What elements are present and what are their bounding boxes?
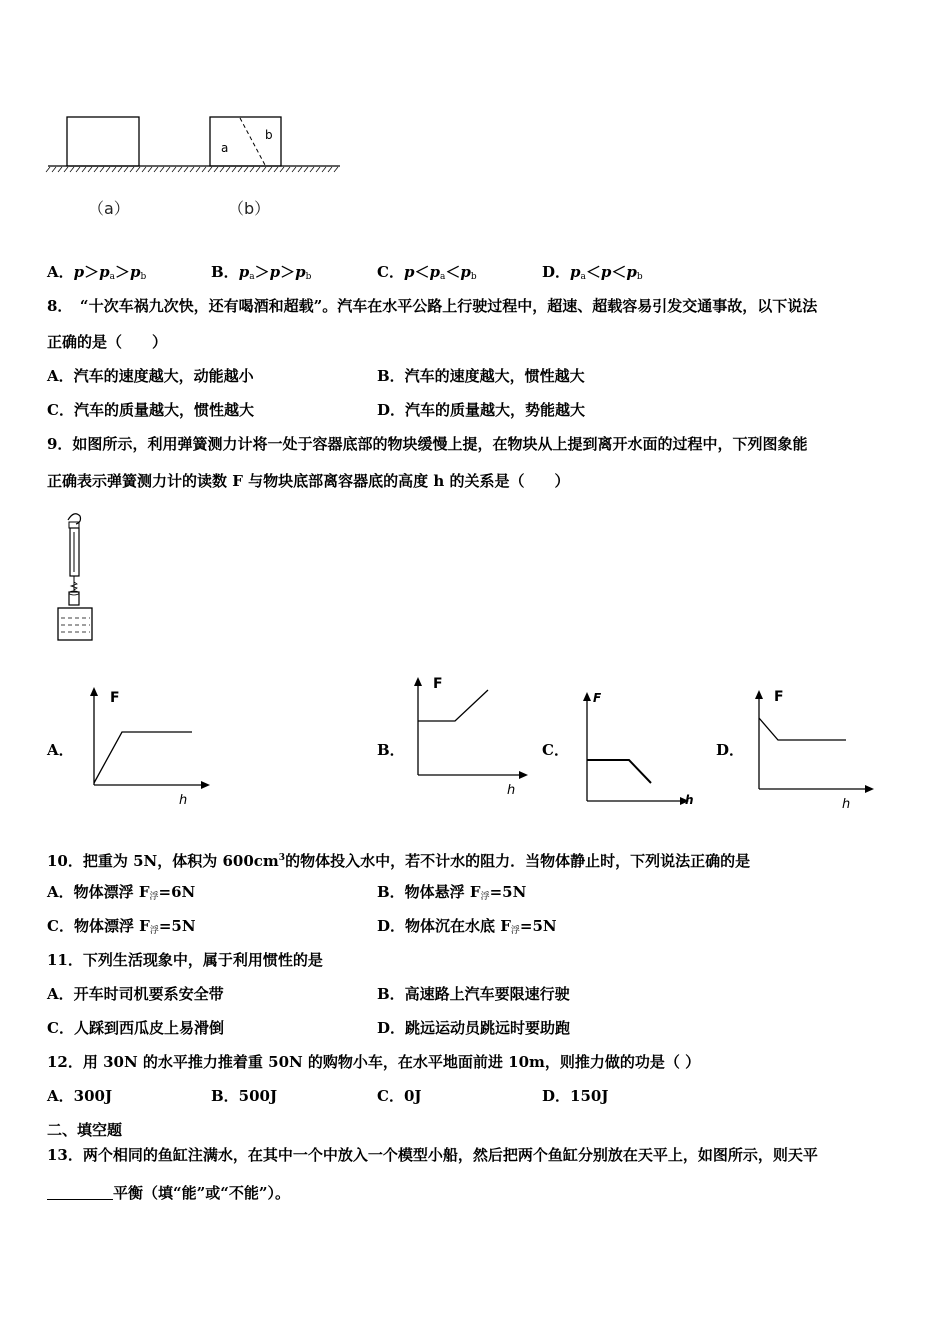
svg-text:F: F [433, 676, 443, 692]
q11-stem: 11．下列生活现象中，属于利用惯性的是 [47, 951, 323, 969]
q13-stem-line1: 13．两个相同的鱼缸注满水，在其中一个中放入一个模型小船，然后把两个鱼缸分别放在天平上，如图所示，则天平 [47, 1146, 818, 1164]
section-fill-blank-heading: 二、填空题 [47, 1121, 123, 1139]
svg-text:F: F [110, 690, 120, 706]
q7-label-a: a [221, 141, 229, 155]
q9-spring-scale-figure [52, 508, 102, 644]
q7-label-b: b [265, 128, 273, 142]
q9-graph-c[interactable] [579, 686, 699, 806]
q8-option-d[interactable]: D．汽车的质量越大，势能越大 [377, 401, 586, 419]
q7-caption-b: （b） [228, 199, 271, 218]
q9-stem-line1: 9．如图所示，利用弹簧测力计将一处于容器底部的物块缓慢上提，在物块从上提到离开水面的过程中，下列图象能 [47, 435, 808, 453]
q13-stem-line2: 平衡（填“能”或“不能”）。 [47, 1183, 290, 1203]
q12-option-d[interactable]: D．150J [542, 1087, 609, 1105]
q9-graph-d[interactable] [750, 684, 880, 812]
q10-stem: 10．把重为 5N，体积为 $600cm^3$的物体投入水中，若不计水的阻力．当物体静止时，下列说法正确的是 [47, 852, 751, 870]
svg-text:h: h [685, 793, 694, 806]
q9-graph-b[interactable] [410, 672, 535, 797]
q12-option-a[interactable]: A．300J [47, 1087, 113, 1105]
q7-block-a [67, 117, 139, 166]
q8-stem-line1: 8． “十次车祸九次快，还有喝酒和超载”。汽车在水平公路上行驶过程中，超速、超载容易引发交通事故，以下说法 [47, 297, 818, 315]
q9-option-d-label[interactable]: D． [716, 741, 745, 759]
q11-option-d[interactable]: D．跳远运动员跳远时要助跑 [377, 1019, 571, 1037]
q9-option-c-label[interactable]: C． [542, 741, 569, 759]
q7-option-d[interactable]: D．$p_a<p<p_b$ [542, 263, 643, 282]
q11-option-c[interactable]: C．人踩到西瓜皮上易滑倒 [47, 1019, 224, 1037]
q7-option-b[interactable]: B．$p_a>p>p_b$ [211, 263, 312, 282]
q8-stem-line2: 正确的是（ ） [47, 333, 168, 351]
q10-option-b[interactable]: B．物体悬浮 $F_浮=5N$ [377, 883, 527, 902]
q12-option-c[interactable]: C．0J [377, 1087, 422, 1105]
q8-option-a[interactable]: A．汽车的速度越大，动能越小 [47, 367, 254, 385]
q8-option-c[interactable]: C．汽车的质量越大，惯性越大 [47, 401, 254, 419]
q12-stem: 12．用 30N 的水平推力推着重 50N 的购物小车，在水平地面前进 10m，则推力做的功是（ ） [47, 1053, 701, 1071]
q12-option-b[interactable]: B．500J [211, 1087, 278, 1105]
q9-option-b-label[interactable]: B． [377, 741, 405, 759]
q7-block-figure [40, 110, 350, 225]
q8-option-b[interactable]: B．汽车的速度越大，惯性越大 [377, 367, 585, 385]
q11-option-a[interactable]: A．开车时司机要系安全带 [47, 985, 224, 1003]
svg-text:h: h [179, 793, 188, 808]
q13-answer-blank[interactable] [47, 1184, 113, 1200]
q9-graph-a[interactable] [84, 684, 214, 809]
q10-option-c[interactable]: C．物体漂浮 $F_浮=5N$ [47, 917, 196, 936]
q9-option-a-label[interactable]: A． [47, 741, 74, 759]
q7-caption-a: （a） [88, 199, 130, 218]
q10-option-a[interactable]: A．物体漂浮 $F_浮=6N$ [47, 883, 196, 902]
svg-text:h: h [507, 783, 516, 797]
svg-text:F: F [593, 691, 602, 705]
q9-stem-line2: 正确表示弹簧测力计的读数 F 与物块底部离容器底的高度 h 的关系是（ ） [47, 472, 570, 490]
q7-option-c[interactable]: C．$p<p_a<p_b$ [377, 263, 477, 282]
svg-text:F: F [774, 689, 784, 705]
q10-option-d[interactable]: D．物体沉在水底 $F_浮=5N$ [377, 917, 557, 936]
q7-option-a[interactable]: A．$p>p_a>p_b$ [47, 263, 147, 282]
q11-option-b[interactable]: B．高速路上汽车要限速行驶 [377, 985, 570, 1003]
svg-text:h: h [842, 797, 851, 812]
